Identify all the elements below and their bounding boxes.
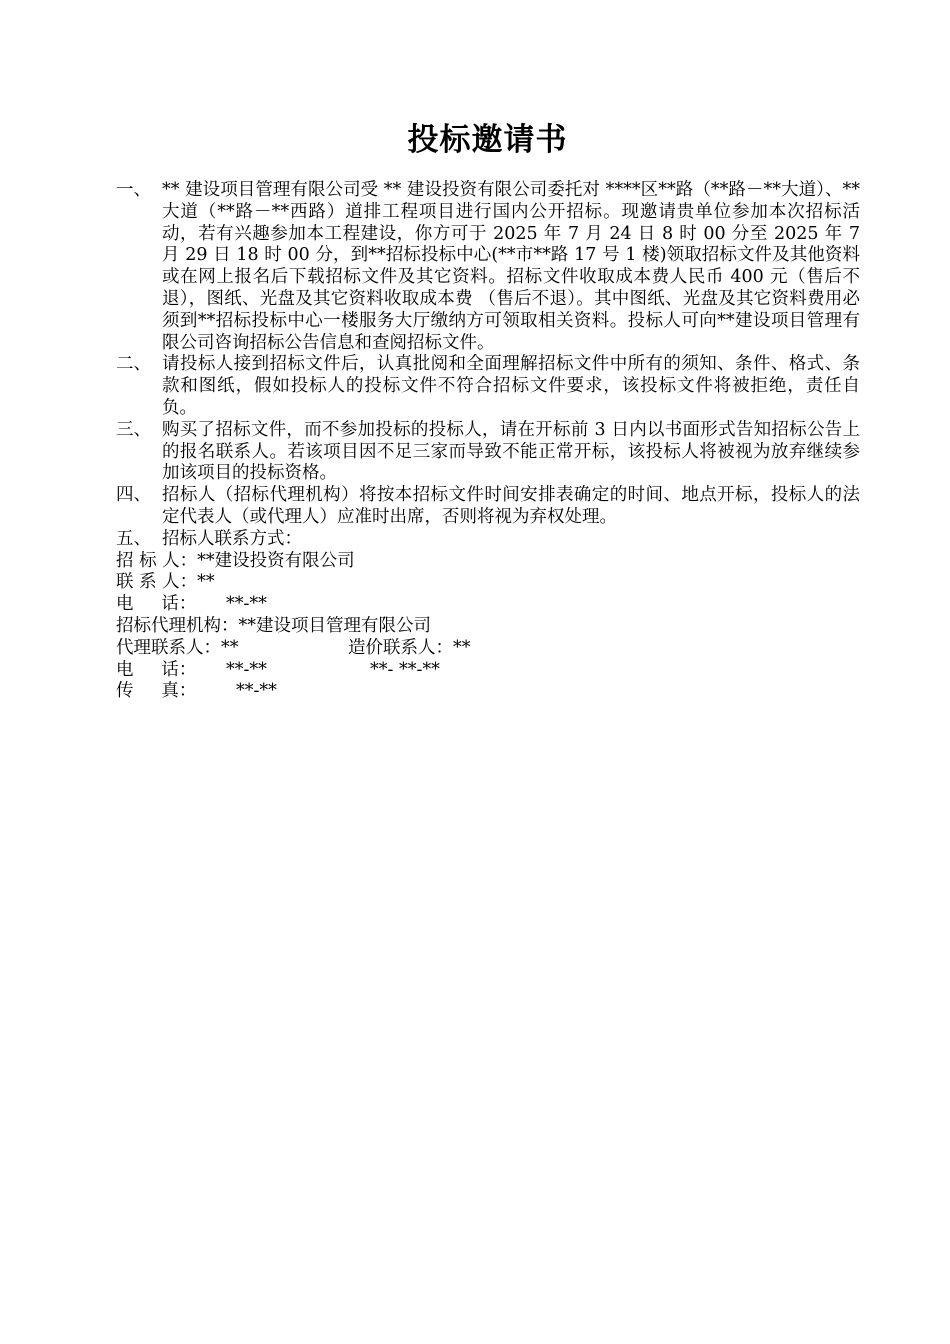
agency-phone-value: **-** bbox=[226, 659, 267, 680]
document-title: 投标邀请书 bbox=[407, 122, 568, 158]
cost-phone-value: **- **-** bbox=[370, 659, 440, 680]
fax-row bbox=[116, 681, 860, 703]
contact-heading bbox=[116, 529, 860, 551]
phone-row bbox=[116, 594, 860, 616]
cost-contact bbox=[348, 638, 471, 660]
agency-phone bbox=[116, 660, 370, 682]
agent-contact bbox=[116, 638, 348, 660]
clause-2 bbox=[116, 354, 860, 419]
clause-number: 三、 bbox=[116, 419, 151, 440]
clause-text: 请投标人接到招标文件后，认真批阅和全面理解招标文件中所有的须知、条件、格式、条款和图纸，假如投标人的投标文件不符合招标文件要求，该投标文件将被拒绝，责任自负。 bbox=[162, 354, 860, 418]
clause-number: 一、 bbox=[116, 180, 151, 200]
cost-contact-label: 造价联系人： bbox=[348, 637, 453, 658]
agency-phone-label: 电 话： bbox=[116, 659, 197, 680]
contact-person-row bbox=[116, 572, 860, 594]
phone-value: **-** bbox=[226, 594, 267, 615]
tenderer-row bbox=[116, 551, 860, 573]
clause-number: 五、 bbox=[116, 528, 151, 549]
clause-text: 招标人（招标代理机构）将按本招标文件时间安排表确定的时间、地点开标，投标人的法定代表人（或代理人）应准时出席，否则将视为弃权处理。 bbox=[162, 485, 860, 527]
clause-number: 二、 bbox=[116, 354, 151, 375]
clause-text: 购买了招标文件，而不参加投标的投标人，请在开标前 3 日内以书面形式告知招标公告上的报名联系人。若该项目因不足三家而导致不能正常开标，该投标人将被视为放弃继续参加该项目的投标资格。 bbox=[162, 419, 860, 484]
document-body bbox=[116, 180, 860, 703]
clause-text: ** 建设项目管理有限公司受 ** 建设投资有限公司委托对 ****区**路（**路－**大道）、**大道（**路－**西路）道排工程项目进行国内公开招标。现邀请贵单位参加本次招标活动，若有兴趣参加本工程建设，你方可于 2025 年 7 月 24 日 8 时 00 分至 2025 年 7 月 29 日 18 时 00 分，到**招标投标中心(**市**路 17 号 1 楼)领取招标文件及其他资料或在网上报名后下载招标文件及其它资料。招标文件收取成本费人民币 400 元（售后不退），图纸、光盘及其它资料收取成本费 （售后不退）。其中图纸、光盘及其它资料费用必须到**招标投标中心一楼服务大厅缴纳方可领取相关资料。投标人可向**建设项目管理有限公司咨询招标公告信息和查阅招标文件。 bbox=[162, 180, 860, 353]
agent-contact-value: ** bbox=[221, 637, 239, 658]
tenderer-value: **建设投资有限公司 bbox=[197, 550, 355, 571]
contact-heading-text: 招标人联系方式： bbox=[162, 528, 302, 549]
fax-value: **-** bbox=[236, 681, 277, 702]
phone-label: 电 话： bbox=[116, 594, 197, 615]
agency-value: **建设项目管理有限公司 bbox=[238, 615, 431, 636]
clause-1 bbox=[116, 180, 860, 354]
clause-4 bbox=[116, 485, 860, 529]
agency-phone-row bbox=[116, 660, 860, 682]
clause-number: 四、 bbox=[116, 485, 151, 506]
agency-row bbox=[116, 616, 860, 638]
agency-contacts-row bbox=[116, 638, 860, 660]
contact-person-label: 联 系 人： bbox=[116, 572, 198, 593]
agency-label: 招标代理机构： bbox=[116, 615, 239, 636]
tenderer-label: 招 标 人： bbox=[116, 550, 198, 571]
contact-person-value: ** bbox=[197, 572, 215, 593]
agent-contact-label: 代理联系人： bbox=[116, 637, 221, 658]
clause-3 bbox=[116, 420, 860, 485]
cost-contact-value: ** bbox=[453, 637, 471, 658]
fax-label: 传 真： bbox=[116, 681, 197, 702]
